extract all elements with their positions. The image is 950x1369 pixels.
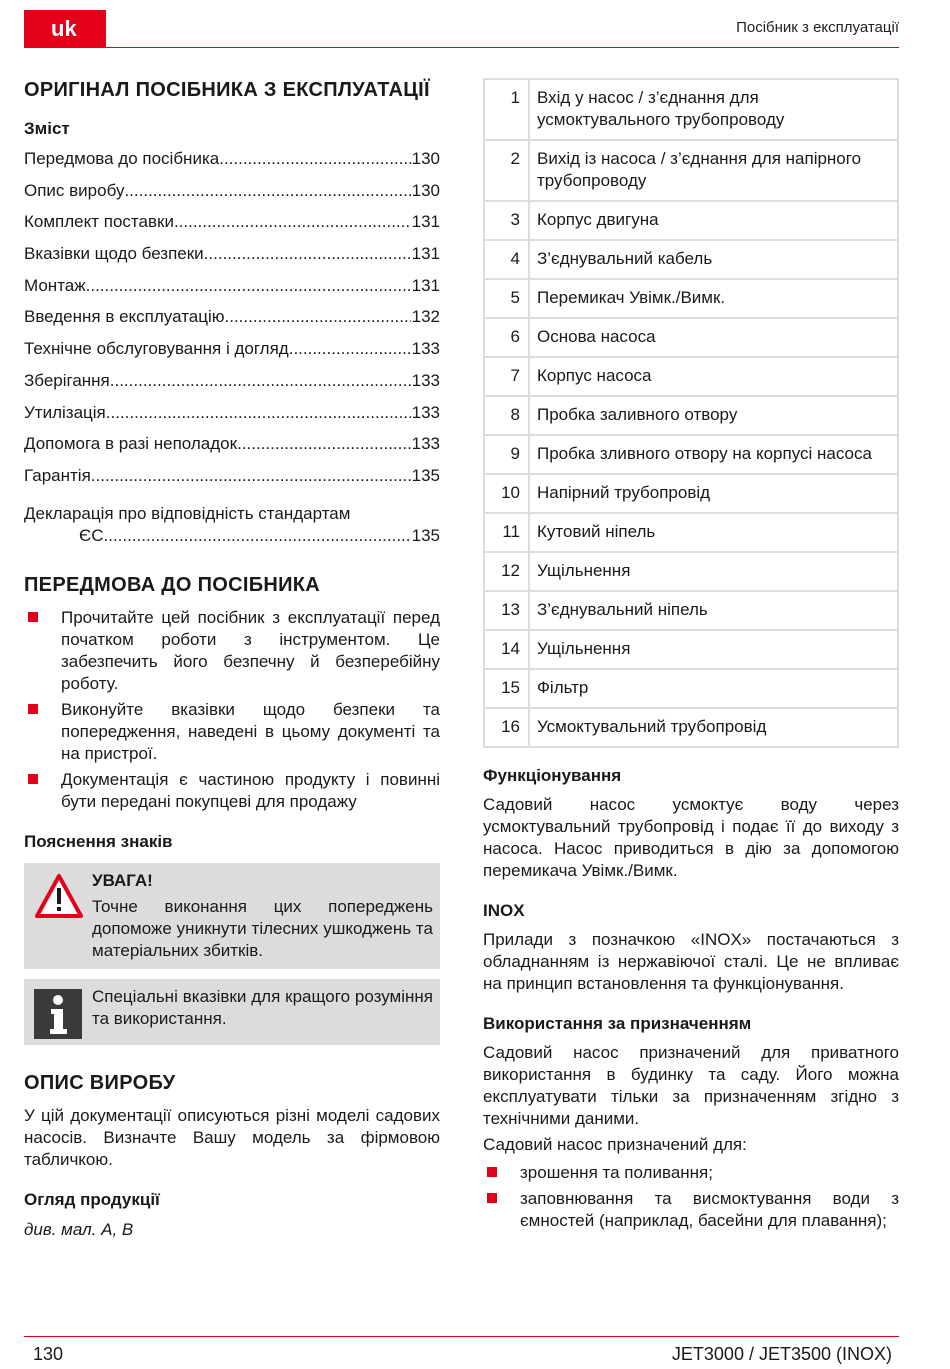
toc-entry-page: 131 (411, 212, 440, 232)
toc-entry (24, 243, 440, 275)
part-name: Корпус двигуна (529, 201, 898, 240)
left-column (24, 78, 440, 1241)
part-name: Вхід у насос / з’єднання для усмоктувального трубопроводу (529, 79, 898, 140)
table-row (484, 630, 898, 669)
toc-entry-title: Комплект поставки (24, 212, 174, 232)
part-number: 2 (484, 140, 529, 201)
table-row (484, 79, 898, 140)
part-number: 15 (484, 669, 529, 708)
toc-entry-title: Гарантія (24, 465, 91, 485)
list-item: заповнювання та висмоктування води з ємностей (наприклад, басейни для плавання); (483, 1188, 899, 1232)
overview-text: див. мал. A, B (24, 1219, 134, 1239)
toc-leader-dots (86, 275, 411, 297)
toc-entry-page: 133 (411, 339, 440, 359)
list-item: зрошення та поливання; (483, 1162, 899, 1184)
preface-list (24, 607, 440, 813)
overview-heading: Огляд продукції (24, 1189, 160, 1209)
toc-heading: Зміст (24, 119, 70, 138)
part-number: 6 (484, 318, 529, 357)
toc-entry-title: Введення в експлуатацію (24, 307, 225, 327)
page-number: 130 (33, 1344, 64, 1364)
table-row (484, 708, 898, 747)
table-row (484, 357, 898, 396)
toc-entry-page: 133 (411, 370, 440, 390)
toc-entry-title: Зберігання (24, 370, 110, 390)
product-section (24, 1071, 440, 1241)
part-name: Фільтр (529, 669, 898, 708)
bullet-square-icon (487, 1167, 497, 1177)
toc-entry-title: Передмова до посібника (24, 149, 220, 168)
document-title: ОРИГІНАЛ ПОСІБНИКА З ЕКСПЛУАТАЦІЇ (24, 79, 430, 101)
info-box (24, 979, 440, 1045)
part-name: Пробка зливного отвору на корпусі насоса (529, 435, 898, 474)
toc-leader-dots (174, 211, 411, 233)
part-name: Вихід із насоса / з’єднання для напірного трубопроводу (529, 140, 898, 201)
toc-leader-dots (289, 338, 411, 360)
usage-list (483, 1162, 899, 1232)
language-badge: uk (24, 10, 106, 48)
toc-entry-title: Опис виробу (24, 180, 125, 200)
part-name: Кутовий ніпель (529, 513, 898, 552)
preface-section (24, 573, 440, 813)
part-name: Ущільнення (529, 630, 898, 669)
table-row (484, 318, 898, 357)
bullet-square-icon (28, 704, 38, 714)
warning-title: УВАГА! (92, 870, 153, 890)
toc-entry (24, 465, 440, 497)
info-icon (34, 989, 82, 1039)
toc-entry (24, 338, 440, 370)
part-name: Пробка заливного отвору (529, 396, 898, 435)
toc-leader-dots (104, 525, 411, 547)
toc-entry-page: 131 (411, 244, 440, 264)
part-name: Основа насоса (529, 318, 898, 357)
part-number: 10 (484, 474, 529, 513)
list-item: Виконуйте вказівки щодо безпеки та попередження, наведені в цьому документі та на пристрої. (24, 699, 440, 765)
toc-leader-dots (204, 243, 411, 265)
header-rule (106, 47, 899, 48)
table-row (484, 396, 898, 435)
toc-leader-dots (237, 433, 411, 455)
toc-leader-dots (219, 148, 410, 170)
toc-entry-title: Монтаж (24, 275, 86, 295)
toc-entry (24, 503, 440, 547)
toc-leader-dots (91, 465, 411, 487)
toc-entry (24, 306, 440, 338)
preface-heading: ПЕРЕДМОВА ДО ПОСІБНИКА (24, 573, 321, 596)
table-row (484, 140, 898, 201)
list-item: Документація є частиною продукту і повинні бути передані покупцеві для продажу (24, 769, 440, 813)
part-number: 11 (484, 513, 529, 552)
model-name: JET3000 / JET3500 (INOX) (671, 1344, 892, 1364)
toc-leader-dots (225, 306, 411, 328)
inox-heading: INOX (483, 901, 525, 920)
toc-entry-page: 133 (411, 434, 440, 454)
toc-entry-title: Утилізація (24, 402, 106, 422)
toc-entry (24, 275, 440, 307)
toc-entry-page: 131 (411, 275, 440, 295)
toc-entry-page: 130 (411, 180, 440, 200)
header-title: Посібник з експлуатації (736, 19, 899, 36)
toc-entry-page: 130 (411, 149, 440, 168)
table-row (484, 513, 898, 552)
toc-entry (24, 211, 440, 243)
part-number: 9 (484, 435, 529, 474)
toc-entry-title: Вказівки щодо безпеки (24, 244, 204, 264)
product-heading: ОПИС ВИРОБУ (24, 1071, 176, 1094)
table-row (484, 435, 898, 474)
part-name: Напірний трубопровід (529, 474, 898, 513)
table-of-contents (24, 148, 440, 547)
warning-box (24, 863, 440, 969)
part-number: 3 (484, 201, 529, 240)
part-name: Ущільнення (529, 552, 898, 591)
part-number: 12 (484, 552, 529, 591)
table-row (484, 669, 898, 708)
product-text: У цій документації описуються різні моделі садових насосів. Визначте Вашу модель за фірмовою табличкою. (24, 1105, 440, 1169)
toc-leader-dots (106, 402, 411, 424)
table-row (484, 474, 898, 513)
signs-heading: Пояснення знаків (24, 831, 173, 851)
warning-text: Точне виконання цих попереджень допоможе уникнути тілесних ушкоджень та матеріальних збитків. (92, 896, 433, 960)
function-heading: Функціонування (483, 766, 622, 785)
toc-entry-title: Допомога в разі неполадок (24, 434, 238, 454)
toc-entry (24, 370, 440, 402)
part-name: З’єднувальний ніпель (529, 591, 898, 630)
toc-entry-page: 135 (411, 465, 440, 485)
usage-intro: Садовий насос призначений для: (483, 1135, 747, 1154)
right-column (483, 78, 899, 1236)
toc-entry-title-continued: ЄС (79, 525, 104, 545)
toc-entry-page: 135 (411, 525, 440, 545)
part-number: 5 (484, 279, 529, 318)
usage-text: Садовий насос призначений для приватного використання в будинку та саду. Його можна експлуатувати тільки за призначенням згідно з технічними даними. (483, 1043, 899, 1128)
toc-entry-page: 133 (411, 402, 440, 422)
table-row (484, 201, 898, 240)
part-number: 1 (484, 79, 529, 140)
part-name: З’єднувальний кабель (529, 240, 898, 279)
part-number: 4 (484, 240, 529, 279)
toc-entry (24, 402, 440, 434)
table-row (484, 240, 898, 279)
info-text: Спеціальні вказівки для кращого розуміння та використання. (92, 986, 433, 1028)
toc-entry-page: 132 (411, 307, 440, 327)
part-number: 8 (484, 396, 529, 435)
inox-text: Прилади з позначкою «INOX» постачаються з обладнанням із нержавіючої сталі. Це не впливає на принцип встановлення та функціонування. (483, 930, 899, 993)
table-row (484, 279, 898, 318)
bullet-square-icon (28, 774, 38, 784)
list-item: Прочитайте цей посібник з експлуатації перед початком роботи з інструментом. Це забезпечить його безпечну й безперебійну роботу. (24, 607, 440, 695)
toc-entry-title: Декларація про відповідність стандартам (24, 503, 351, 523)
part-name: Усмоктувальний трубопровід (529, 708, 898, 747)
toc-entry (24, 180, 440, 212)
table-row (484, 591, 898, 630)
part-number: 7 (484, 357, 529, 396)
table-row (484, 552, 898, 591)
usage-heading: Використання за призначенням (483, 1014, 752, 1033)
function-text: Садовий насос усмоктує воду через усмоктувальний трубопровід і подає її до виходу з насоса. Насос приводиться в дію за допомогою перемикача Увімк./Вимк. (483, 795, 899, 880)
bullet-square-icon (487, 1193, 497, 1203)
footer-rule (24, 1336, 899, 1337)
part-number: 13 (484, 591, 529, 630)
part-name: Корпус насоса (529, 357, 898, 396)
warning-triangle-icon (34, 873, 84, 919)
part-number: 16 (484, 708, 529, 747)
toc-entry (24, 148, 440, 180)
bullet-square-icon (28, 612, 38, 622)
toc-leader-dots (124, 180, 410, 202)
part-name: Перемикач Увімк./Вимк. (529, 279, 898, 318)
part-number: 14 (484, 630, 529, 669)
toc-leader-dots (110, 370, 411, 392)
parts-table (483, 78, 899, 748)
toc-entry (24, 433, 440, 465)
toc-entry-title: Технічне обслуговування і догляд (24, 339, 289, 359)
